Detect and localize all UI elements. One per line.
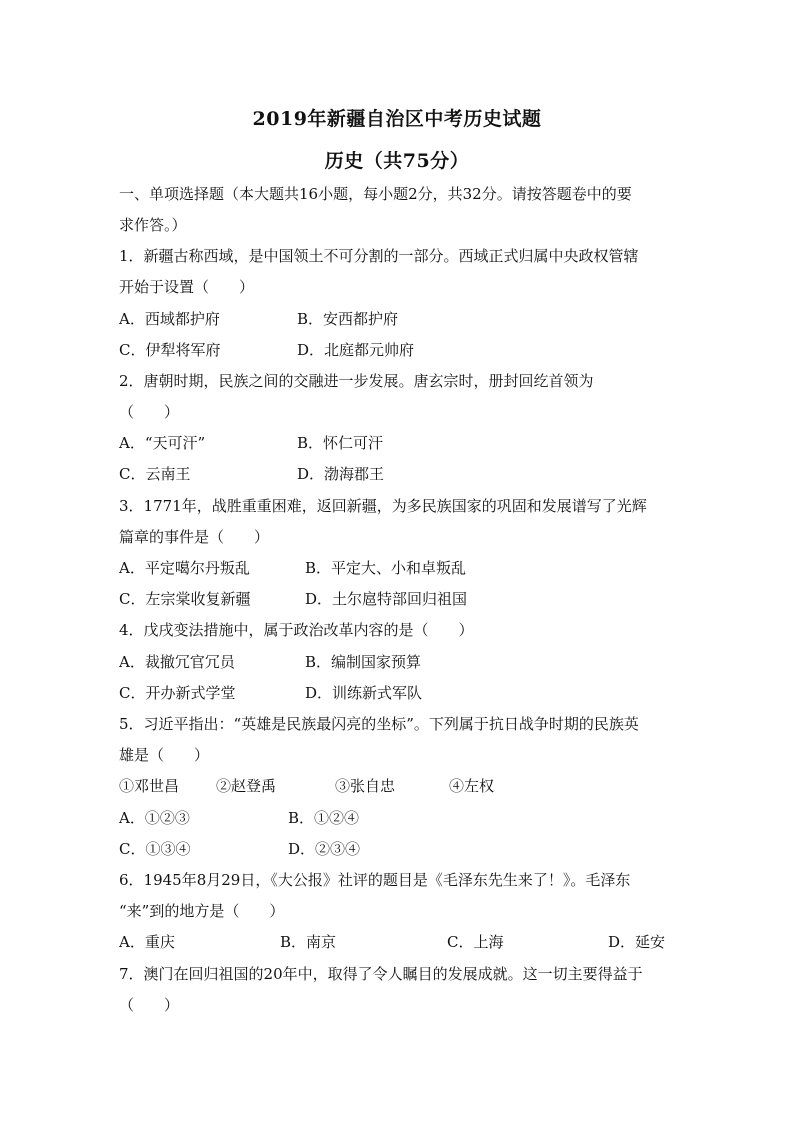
q2-option-a: A．“天可汗” <box>119 434 206 452</box>
q5-option-a: A．①②③ <box>119 809 190 827</box>
question-3-line2: 篇章的事件是（ ） <box>119 528 270 546</box>
question-1-line2: 开始于设置（ ） <box>119 278 255 296</box>
q3-option-b: B．平定大、小和卓叛乱 <box>305 559 467 577</box>
q4-option-c: C．开办新式学堂 <box>119 684 236 702</box>
q5-option-c: C．①③④ <box>119 840 191 858</box>
question-1-line1: 1．新疆古称西域，是中国领土不可分割的一部分。西域正式归属中央政权管辖 <box>119 247 639 265</box>
q5-option-b: B．①②④ <box>288 809 360 827</box>
q5-item-3: ③张自忠 <box>335 777 396 795</box>
question-4-line1: 4．戊戌变法措施中，属于政治改革内容的是（ ） <box>119 621 474 639</box>
q2-option-b: B．怀仁可汗 <box>297 434 384 452</box>
q4-option-a: A．裁撤冗官冗员 <box>119 653 235 671</box>
q3-option-c: C．左宗棠收复新疆 <box>119 590 251 608</box>
q1-option-a: A．西域都护府 <box>119 310 220 328</box>
q6-option-a: A．重庆 <box>119 933 175 951</box>
q5-item-4: ④左权 <box>449 777 495 795</box>
q1-option-d: D．北庭都元帅府 <box>297 341 415 359</box>
question-5-line1: 5．习近平指出：“英雄是民族最闪亮的坐标”。下列属于抗日战争时期的民族英 <box>119 715 639 733</box>
section-heading-line1: 一、单项选择题（本大题共16小题，每小题2分，共32分。请按答题卷中的要 <box>119 185 632 203</box>
q5-item-2: ②赵登禹 <box>216 777 277 795</box>
question-6-line2: “来”到的地方是（ ） <box>119 902 285 920</box>
question-7-line2: （ ） <box>119 996 180 1014</box>
section-heading-line2: 求作答。） <box>119 216 187 234</box>
question-2-line1: 2．唐朝时期，民族之间的交融进一步发展。唐玄宗时，册封回纥首领为 <box>119 372 594 390</box>
question-5-line2: 雄是（ ） <box>119 746 210 764</box>
q5-item-1: ①邓世昌 <box>119 777 180 795</box>
q6-option-d: D．延安 <box>608 933 666 951</box>
q1-option-c: C．伊犁将军府 <box>119 341 221 359</box>
q2-option-d: D．渤海郡王 <box>297 465 385 483</box>
question-2-line2: （ ） <box>119 403 180 421</box>
q1-option-b: B．安西都护府 <box>297 310 399 328</box>
q5-option-d: D．②③④ <box>288 840 361 858</box>
question-3-line1: 3．1771年，战胜重重困难，返回新疆，为多民族国家的巩固和发展谱写了光辉 <box>119 497 647 515</box>
exam-title: 2019年新疆自治区中考历史试题 <box>252 108 542 130</box>
q6-option-c: C．上海 <box>447 933 504 951</box>
q4-option-d: D．训练新式军队 <box>305 684 423 702</box>
q6-option-b: B．南京 <box>280 933 337 951</box>
q3-option-a: A．平定噶尔丹叛乱 <box>119 559 250 577</box>
q2-option-c: C．云南王 <box>119 465 191 483</box>
question-7-line1: 7．澳门在回归祖国的20年中，取得了令人瞩目的发展成就。这一切主要得益于 <box>119 965 643 983</box>
q3-option-d: D．土尔扈特部回归祖国 <box>305 590 468 608</box>
q4-option-b: B．编制国家预算 <box>305 653 422 671</box>
exam-subtitle: 历史（共75分） <box>324 150 470 172</box>
question-6-line1: 6．1945年8月29日，《大公报》社评的题目是《毛泽东先生来了！》。毛泽东 <box>119 871 631 889</box>
